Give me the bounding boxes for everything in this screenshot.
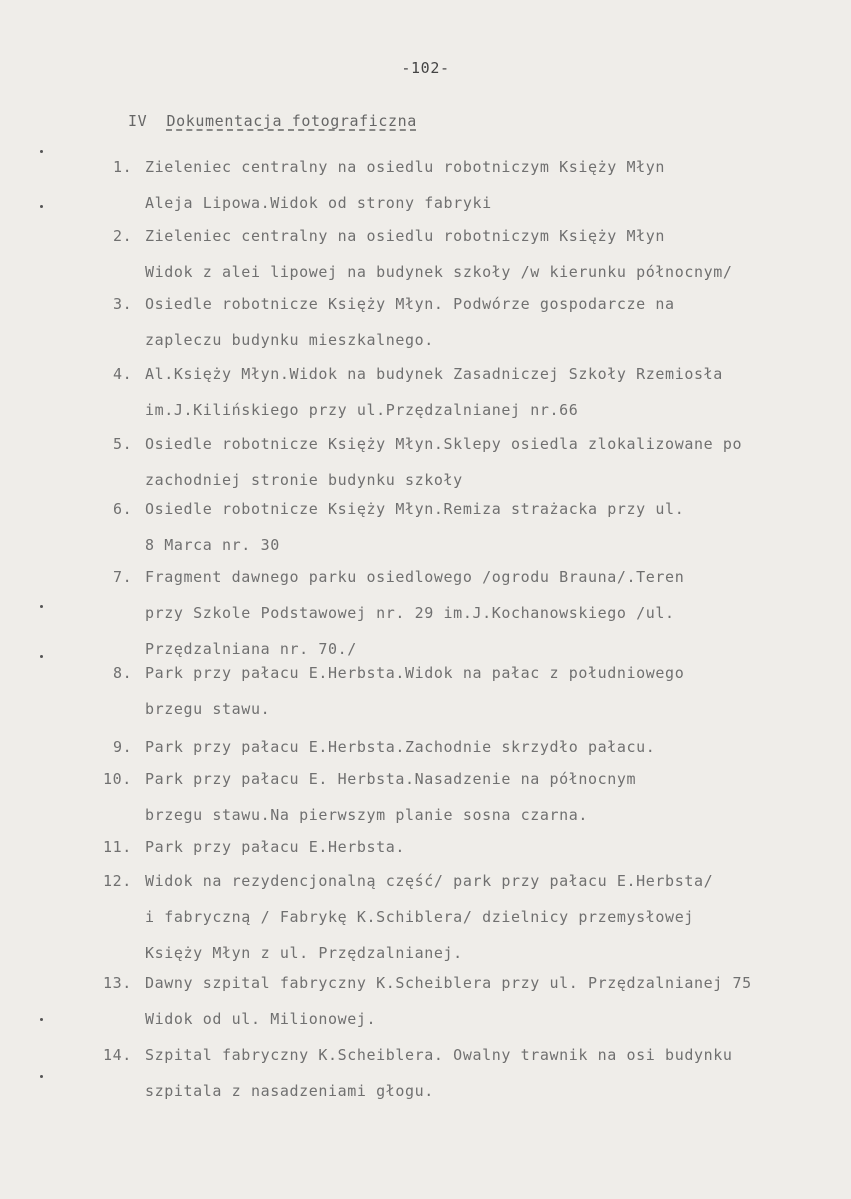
section-title: Dokumentacja fotograficzna [166, 112, 417, 130]
item-text-line: Zieleniec centralny na osiedlu robotniczym Księży Młyn [145, 227, 666, 245]
item-number: 11. [103, 838, 132, 856]
item-text-line: Księży Młyn z ul. Przędzalnianej. [145, 944, 463, 962]
section-numeral: IV [128, 112, 148, 130]
scan-speck [40, 605, 43, 608]
item-text-line: brzegu stawu. [145, 700, 271, 718]
item-number: 1. [113, 158, 133, 176]
item-text-line: Szpital fabryczny K.Scheiblera. Owalny trawnik na osi budynku [145, 1046, 733, 1064]
item-text-line: Aleja Lipowa.Widok od strony fabryki [145, 194, 492, 212]
scan-speck [40, 205, 43, 208]
item-text-line: Osiedle robotnicze Księży Młyn.Sklepy osiedla zlokalizowane po [145, 435, 743, 453]
scan-speck [40, 655, 43, 658]
item-text-line: i fabryczną / Fabrykę K.Schiblera/ dzielnicy przemysłowej [145, 908, 694, 926]
item-text-line: Osiedle robotnicze Księży Młyn.Remiza strażacka przy ul. [145, 500, 685, 518]
item-number: 5. [113, 435, 133, 453]
item-text-line: Osiedle robotnicze Księży Młyn. Podwórze gospodarcze na [145, 295, 675, 313]
item-number: 9. [113, 738, 133, 756]
item-number: 4. [113, 365, 133, 383]
item-text-line: Park przy pałacu E.Herbsta.Widok na pałac z południowego [145, 664, 685, 682]
item-number: 12. [103, 872, 132, 890]
item-text-line: Al.Księży Młyn.Widok na budynek Zasadniczej Szkoły Rzemiosła [145, 365, 723, 383]
item-text-line: Przędzalniana nr. 70./ [145, 640, 357, 658]
item-text-line: Widok na rezydencjonalną część/ park przy pałacu E.Herbsta/ [145, 872, 714, 890]
item-number: 10. [103, 770, 132, 788]
item-text-line: 8 Marca nr. 30 [145, 536, 280, 554]
item-text-line: zachodniej stronie budynku szkoły [145, 471, 463, 489]
scan-speck [40, 1018, 43, 1021]
item-number: 8. [113, 664, 133, 682]
item-text-line: Park przy pałacu E.Herbsta. [145, 838, 406, 856]
item-number: 7. [113, 568, 133, 586]
item-number: 13. [103, 974, 132, 992]
page-number: -102- [401, 59, 450, 77]
item-text-line: przy Szkole Podstawowej nr. 29 im.J.Kochanowskiego /ul. [145, 604, 675, 622]
item-text-line: Park przy pałacu E. Herbsta.Nasadzenie na północnym [145, 770, 637, 788]
item-text-line: Fragment dawnego parku osiedlowego /ogrodu Brauna/.Teren [145, 568, 685, 586]
item-text-line: Park przy pałacu E.Herbsta.Zachodnie skrzydło pałacu. [145, 738, 656, 756]
item-text-line: Widok z alei lipowej na budynek szkoły /w kierunku północnym/ [145, 263, 733, 281]
section-heading [128, 112, 417, 130]
item-number: 2. [113, 227, 133, 245]
item-text-line: Widok od ul. Milionowej. [145, 1010, 377, 1028]
item-number: 3. [113, 295, 133, 313]
item-text-line: zapleczu budynku mieszkalnego. [145, 331, 434, 349]
item-text-line: Zieleniec centralny na osiedlu robotniczym Księży Młyn [145, 158, 666, 176]
item-number: 6. [113, 500, 133, 518]
item-text-line: szpitala z nasadzeniami głogu. [145, 1082, 434, 1100]
scan-speck [40, 1075, 43, 1078]
item-number: 14. [103, 1046, 132, 1064]
item-text-line: im.J.Kilińskiego przy ul.Przędzalnianej nr.66 [145, 401, 579, 419]
item-text-line: brzegu stawu.Na pierwszym planie sosna czarna. [145, 806, 589, 824]
scan-speck [40, 150, 43, 153]
item-text-line: Dawny szpital fabryczny K.Scheiblera przy ul. Przędzalnianej 75 [145, 974, 752, 992]
